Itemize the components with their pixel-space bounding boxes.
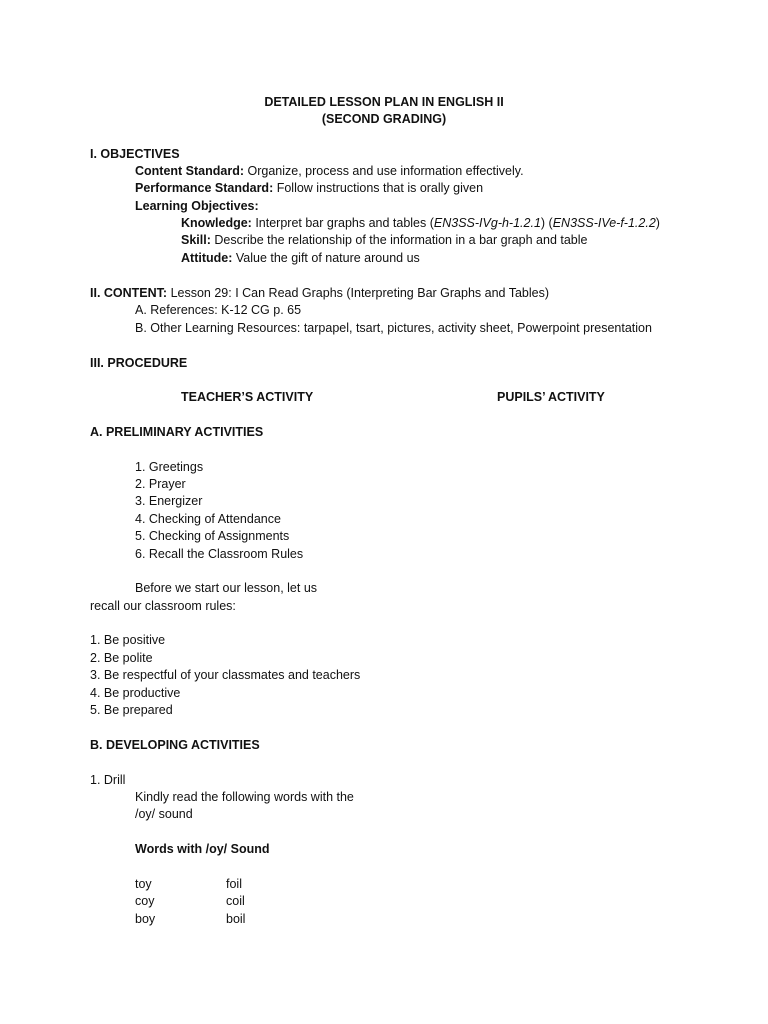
word-right: foil (226, 877, 242, 891)
skill-label: Skill: (181, 233, 211, 247)
drill-instruction-line-1: Kindly read the following words with the (135, 790, 354, 804)
content-section (90, 285, 549, 302)
skill-objective (181, 232, 588, 249)
rule-item: 5. Be prepared (90, 703, 173, 717)
knowledge-code-2: EN3SS-IVe-f-1.2.2 (552, 216, 656, 230)
list-item: 6. Recall the Classroom Rules (135, 547, 304, 561)
knowledge-objective (181, 215, 660, 232)
teacher-activity-heading: TEACHER’S ACTIVITY (181, 390, 314, 404)
list-item: 5. Checking of Assignments (135, 529, 290, 543)
performance-standard-text: Follow instructions that is orally given (273, 181, 484, 195)
drill-label: 1. Drill (90, 773, 126, 787)
attitude-label: Attitude: (181, 251, 233, 265)
preliminary-heading: A. PRELIMINARY ACTIVITIES (90, 425, 264, 439)
rules-intro-line-2: recall our classroom rules: (90, 599, 236, 613)
performance-standard (135, 180, 483, 197)
list-item: 4. Checking of Attendance (135, 512, 281, 526)
word-right: boil (226, 912, 246, 926)
procedure-heading: III. PROCEDURE (90, 356, 188, 370)
rule-item: 2. Be polite (90, 651, 153, 665)
words-heading: Words with /oy/ Sound (135, 842, 270, 856)
content-standard (135, 163, 524, 180)
attitude-objective (181, 250, 420, 267)
rule-item: 1. Be positive (90, 633, 166, 647)
learning-objectives-label: Learning Objectives: (135, 199, 259, 213)
document-title: DETAILED LESSON PLAN IN ENGLISH II (264, 95, 504, 109)
pupils-activity-heading: PUPILS’ ACTIVITY (497, 390, 605, 404)
word-left: coy (135, 894, 155, 908)
drill-instruction-line-2: /oy/ sound (135, 807, 193, 821)
word-left: boy (135, 912, 156, 926)
knowledge-label: Knowledge: (181, 216, 252, 230)
knowledge-code-close: ) (655, 216, 660, 230)
skill-text: Describe the relationship of the information in a bar graph and table (210, 233, 588, 247)
knowledge-code-1: EN3SS-IVg-h-1.2.1 (433, 216, 541, 230)
rule-item: 4. Be productive (90, 686, 181, 700)
word-right: coil (226, 894, 245, 908)
rules-intro-line-1: Before we start our lesson, let us (135, 581, 318, 595)
knowledge-text: Interpret bar graphs and tables ( (251, 216, 434, 230)
list-item: 2. Prayer (135, 477, 186, 491)
content-standard-text: Organize, process and use information effectively. (244, 164, 524, 178)
references: A. References: K-12 CG p. 65 (135, 303, 302, 317)
list-item: 1. Greetings (135, 460, 204, 474)
content-standard-label: Content Standard: (135, 164, 245, 178)
developing-heading: B. DEVELOPING ACTIVITIES (90, 738, 260, 752)
document-subtitle: (SECOND GRADING) (321, 112, 447, 126)
list-item: 3. Energizer (135, 494, 203, 508)
objectives-heading: I. OBJECTIVES (90, 147, 180, 161)
rule-item: 3. Be respectful of your classmates and teachers (90, 668, 361, 682)
knowledge-code-separator: ) ( (540, 216, 553, 230)
other-learning-resources: B. Other Learning Resources: tarpapel, tsart, pictures, activity sheet, Powerpoint presentation (135, 321, 652, 335)
word-left: toy (135, 877, 152, 891)
attitude-text: Value the gift of nature around us (232, 251, 420, 265)
content-text: Lesson 29: I Can Read Graphs (Interpreting Bar Graphs and Tables) (167, 286, 550, 300)
performance-standard-label: Performance Standard: (135, 181, 274, 195)
content-heading: II. CONTENT: (90, 286, 168, 300)
